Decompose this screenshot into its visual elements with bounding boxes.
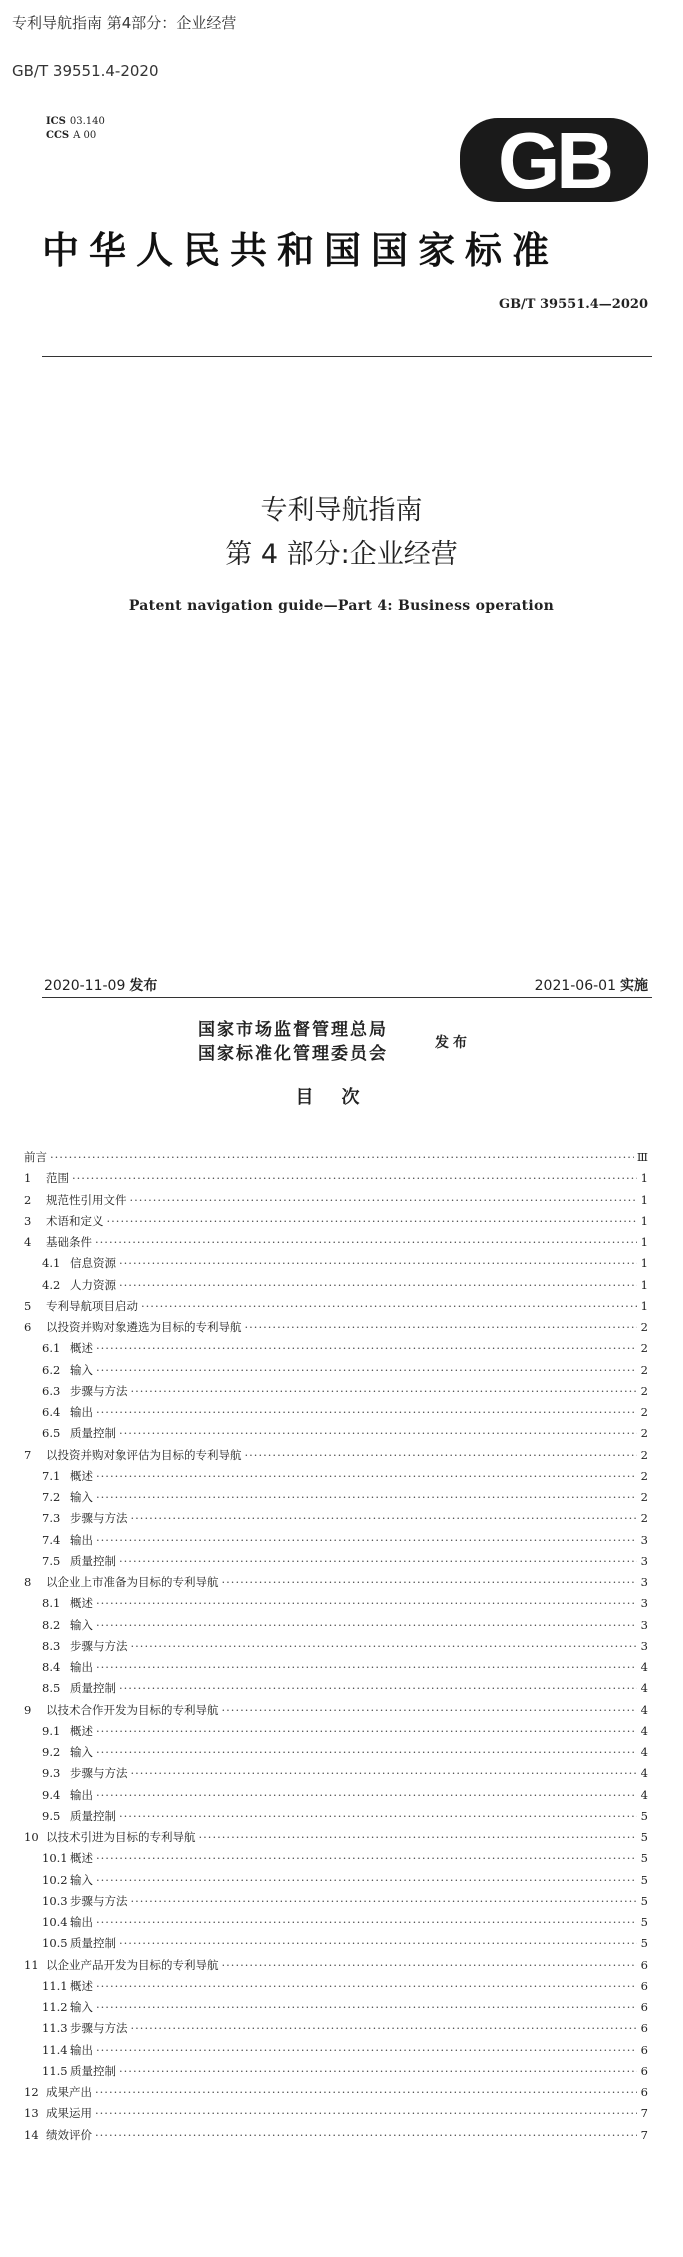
toc-entry-number: 9.5	[42, 1808, 61, 1823]
toc-entry-number: 6.3	[42, 1383, 61, 1398]
toc-entry-label: 输出	[70, 2042, 93, 2057]
toc-entry[interactable]	[42, 1361, 648, 1377]
toc-entry-number: 3	[24, 1213, 32, 1228]
toc-entry-label: 质量控制	[70, 1681, 116, 1696]
toc-entry-number: 8.3	[42, 1638, 61, 1653]
toc-leader-dots	[131, 1894, 638, 1908]
publish-label: 发布	[129, 978, 158, 994]
toc-entry-page: 2	[640, 1511, 648, 1526]
toc-leader-dots	[222, 1958, 638, 1972]
toc-entry-label: 以技术引进为目标的专利导航	[46, 1830, 196, 1844]
implement-date-value: 2021-06-01	[534, 978, 616, 994]
toc-entry[interactable]	[24, 2083, 648, 2099]
toc-entry-number: 6.4	[42, 1405, 61, 1419]
toc-entry[interactable]	[42, 1424, 648, 1440]
toc-leader-dots	[96, 1851, 637, 1865]
toc-entry-label: 以投资并购对象遴选为目标的专利导航	[46, 1320, 242, 1334]
toc-entry-number: 11.2	[42, 2000, 68, 2014]
toc-entry-number: 9.4	[42, 1787, 61, 1802]
toc-entry[interactable]	[24, 1169, 648, 1185]
toc-entry[interactable]	[24, 1828, 648, 1844]
toc-entry-number: 7	[24, 1447, 32, 1462]
toc-entry-page: 1	[640, 1298, 648, 1313]
toc-entry[interactable]	[42, 1254, 648, 1270]
document-code: GB/T 39551.4-2020	[12, 62, 159, 80]
toc-entry-label: 质量控制	[70, 1426, 116, 1441]
toc-leader-dots	[95, 2106, 637, 2120]
toc-entry-number: 10	[24, 1830, 39, 1844]
toc-leader-dots	[131, 1384, 638, 1398]
title-line-1: 专利导航指南	[260, 495, 423, 526]
toc-entry[interactable]	[42, 1892, 648, 1908]
toc-entry-page: 6	[640, 2085, 648, 2099]
toc-entry-page: 2	[640, 1320, 648, 1334]
toc-leader-dots	[199, 1830, 638, 1844]
toc-entry-page: 6	[640, 2063, 648, 2078]
toc-entry-page: 1	[640, 1213, 648, 1228]
toc-entry-page: 5	[640, 1808, 648, 1823]
toc-entry[interactable]	[42, 1934, 648, 1950]
toc-leader-dots	[119, 1256, 637, 1270]
toc-entry-label: 基础条件	[46, 1235, 92, 1249]
toc-entry-page: 1	[640, 1256, 648, 1271]
toc-leader-dots	[119, 1278, 637, 1292]
toc-leader-dots	[222, 1575, 638, 1589]
toc-entry-label: 概述	[70, 1341, 93, 1356]
toc-entry[interactable]	[24, 2126, 648, 2142]
toc-entry-label: 输出	[70, 1660, 93, 1674]
toc-entry-label: 质量控制	[70, 1808, 116, 1823]
toc-entry[interactable]	[42, 1913, 648, 1929]
gb-logo	[460, 118, 648, 202]
toc-leader-dots	[96, 1724, 637, 1738]
toc-entry-page: 3	[640, 1596, 648, 1611]
toc-leader-dots	[96, 1915, 637, 1929]
toc-entry-label: 概述	[70, 1596, 93, 1611]
toc-entry-label: 步骤与方法	[70, 2021, 128, 2036]
toc-leader-dots	[50, 1150, 634, 1164]
toc-entry-number: 9.1	[42, 1723, 61, 1738]
toc-leader-dots	[119, 2064, 637, 2078]
toc-entry-page: 2	[640, 1383, 648, 1398]
issuer-sac: 国家标准化管理委员会	[198, 1044, 388, 1064]
toc-entry-page: 6	[640, 2042, 648, 2057]
standard-number: GB/T 39551.4—2020	[498, 297, 648, 312]
toc-entry-page: 3	[640, 1575, 648, 1589]
toc-leader-dots	[96, 1405, 637, 1419]
toc-entry-label: 以企业上市准备为目标的专利导航	[46, 1575, 219, 1589]
toc-entry-page: 4	[640, 1660, 648, 1674]
implement-label: 实施	[620, 978, 648, 994]
toc-entry[interactable]	[24, 1956, 648, 1972]
national-standard-heading: 中华人民共和国国家标准	[42, 228, 559, 272]
toc-entry-label: 输入	[70, 1745, 93, 1759]
toc-entry-number: 4	[24, 1235, 32, 1249]
toc-entry[interactable]	[24, 1446, 648, 1462]
toc-entry-label: 前言	[24, 1150, 47, 1164]
toc-entry-label: 信息资源	[70, 1256, 116, 1271]
toc-entry-label: 以技术合作开发为目标的专利导航	[46, 1702, 219, 1717]
issue-word: 发布	[435, 1035, 471, 1051]
toc-entry-number: 4.2	[42, 1277, 61, 1292]
toc-entry[interactable]	[42, 1679, 648, 1695]
toc-entry-number: 10.1	[42, 1851, 68, 1866]
toc-entry-label: 绩效评价	[46, 2127, 92, 2142]
toc-entry-label: 概述	[70, 1851, 93, 1866]
toc-leader-dots	[131, 2021, 638, 2035]
toc-entry[interactable]	[42, 1871, 648, 1887]
toc-entry-number: 14	[24, 2127, 39, 2142]
toc-entry-number: 2	[24, 1192, 32, 1207]
toc-entry-label: 概述	[70, 1723, 93, 1738]
toc-entry-page: 1	[640, 1171, 648, 1186]
toc-entry-page: 2	[640, 1405, 648, 1419]
toc-entry-page: 6	[640, 1957, 648, 1972]
title-line-2: 第 4 部分:企业经营	[225, 539, 458, 570]
toc-leader-dots	[96, 1745, 637, 1759]
toc-entry-number: 11.1	[42, 1978, 68, 1993]
toc-entry-number: 9.2	[42, 1745, 61, 1759]
toc-entry-number: 8.1	[42, 1596, 61, 1611]
toc-entry[interactable]	[24, 1148, 648, 1164]
toc-entry-number: 7.2	[42, 1490, 61, 1504]
toc-entry-number: 10.3	[42, 1893, 68, 1908]
ccs-label: CCS	[46, 130, 70, 141]
toc-entry-number: 9.3	[42, 1766, 61, 1781]
toc-entry-page: 6	[640, 2021, 648, 2036]
toc-entry[interactable]	[42, 1467, 648, 1483]
toc-entry[interactable]	[42, 1722, 648, 1738]
toc-entry-label: 成果产出	[46, 2085, 92, 2099]
toc-entry[interactable]	[24, 1318, 648, 1334]
toc-leader-dots	[96, 1873, 637, 1887]
toc-entry[interactable]	[42, 1339, 648, 1355]
toc-heading: 目次	[295, 1087, 388, 1108]
toc-leader-dots	[131, 1639, 638, 1653]
toc-entry[interactable]	[42, 1658, 648, 1674]
toc-entry-page: 3	[640, 1532, 648, 1547]
toc-entry-page: 3	[640, 1638, 648, 1653]
toc-entry[interactable]	[42, 1276, 648, 1292]
document-title: 专利导航指南 第4部分：企业经营	[12, 14, 237, 32]
toc-leader-dots	[96, 1490, 637, 1504]
ics-label: ICS	[46, 116, 66, 127]
toc-entry-number: 4.1	[42, 1256, 61, 1271]
toc-entry-page: 1	[640, 1235, 648, 1249]
toc-entry-page: 2	[640, 1341, 648, 1356]
toc-entry-number: 8.2	[42, 1617, 61, 1632]
toc-entry-number: 8.4	[42, 1660, 61, 1674]
toc-leader-dots	[96, 1618, 637, 1632]
toc-entry-page: 5	[640, 1872, 648, 1887]
toc-entry-number: 11.3	[42, 2021, 68, 2036]
toc-entry-page: 4	[640, 1787, 648, 1802]
toc-leader-dots	[119, 1681, 637, 1695]
toc-leader-dots	[245, 1448, 638, 1462]
toc-leader-dots	[130, 1193, 638, 1207]
toc-entry-page: Ⅲ	[636, 1150, 648, 1164]
issuer-samr: 国家市场监督管理总局	[198, 1020, 388, 1040]
cover-divider	[42, 356, 652, 357]
toc-leader-dots	[119, 1809, 637, 1823]
toc-entry-page: 6	[640, 2000, 648, 2014]
toc-entry-page: 7	[640, 2127, 648, 2142]
toc-entry-number: 6.5	[42, 1426, 61, 1441]
toc-entry-page: 6	[640, 1978, 648, 1993]
toc-leader-dots	[96, 1363, 637, 1377]
toc-entry-label: 概述	[70, 1978, 93, 1993]
toc-entry[interactable]	[42, 1531, 648, 1547]
toc-entry[interactable]	[24, 1573, 648, 1589]
toc-entry-label: 步骤与方法	[70, 1383, 128, 1398]
toc-entry-label: 输入	[70, 1490, 93, 1504]
toc-leader-dots	[119, 1426, 637, 1440]
toc-entry-label: 质量控制	[70, 1936, 116, 1951]
toc-entry-number: 11.4	[42, 2042, 68, 2057]
toc-entry[interactable]	[42, 1849, 648, 1865]
toc-entry-number: 11	[24, 1957, 39, 1972]
toc-entry[interactable]	[42, 1998, 648, 2014]
toc-leader-dots	[96, 1979, 637, 1993]
toc-entry-page: 7	[640, 2106, 648, 2121]
gb-logo-text: GB	[498, 118, 610, 202]
toc-entry-number: 10.2	[42, 1872, 68, 1887]
toc-entry[interactable]	[42, 1594, 648, 1610]
toc-entry-page: 4	[640, 1745, 648, 1759]
toc-entry[interactable]	[42, 1764, 648, 1780]
toc-leader-dots	[95, 1235, 637, 1249]
toc-entry-page: 4	[640, 1766, 648, 1781]
toc-entry-number: 7.3	[42, 1511, 61, 1526]
toc-leader-dots	[96, 1533, 637, 1547]
toc-entry-page: 3	[640, 1553, 648, 1568]
toc-entry[interactable]	[24, 1233, 648, 1249]
toc-entry-label: 概述	[70, 1468, 93, 1483]
toc-entry-label: 输入	[70, 1362, 93, 1377]
toc-entry[interactable]	[42, 1743, 648, 1759]
toc-entry-page: 4	[640, 1723, 648, 1738]
publish-date-value: 2020-11-09	[44, 978, 126, 994]
toc-entry[interactable]	[42, 1382, 648, 1398]
toc-entry-number: 8.5	[42, 1681, 61, 1696]
toc-entry[interactable]	[24, 1297, 648, 1313]
toc-leader-dots	[245, 1320, 638, 1334]
toc-entry-label: 规范性引用文件	[46, 1192, 127, 1207]
toc-leader-dots	[119, 1554, 637, 1568]
toc-entry-page: 2	[640, 1362, 648, 1377]
toc-leader-dots	[72, 1171, 637, 1185]
toc-entry-page: 2	[640, 1426, 648, 1441]
toc-entry-label: 步骤与方法	[70, 1638, 128, 1653]
toc-entry-label: 步骤与方法	[70, 1511, 128, 1526]
toc-entry-label: 以企业产品开发为目标的专利导航	[46, 1957, 219, 1972]
ics-value: 03.140	[69, 116, 105, 127]
toc-leader-dots	[131, 1511, 638, 1525]
toc-entry-page: 5	[640, 1893, 648, 1908]
toc-entry-page: 2	[640, 1490, 648, 1504]
toc-entry-label: 输入	[70, 1872, 93, 1887]
toc-entry-number: 1	[24, 1171, 32, 1186]
toc-entry[interactable]	[42, 1786, 648, 1802]
toc-leader-dots	[95, 2128, 637, 2142]
implement-date	[535, 975, 648, 995]
toc-entry-label: 输入	[70, 2000, 93, 2014]
toc-entry-label: 输出	[70, 1405, 93, 1419]
toc-entry-page: 2	[640, 1468, 648, 1483]
ccs-value: A 00	[73, 130, 97, 141]
toc-leader-dots	[95, 2085, 637, 2099]
toc-entry-label: 输入	[70, 1617, 93, 1632]
toc-entry-label: 成果运用	[46, 2106, 92, 2121]
toc-leader-dots	[96, 2043, 637, 2057]
toc-entry-page: 3	[640, 1617, 648, 1632]
toc-entry-number: 5	[24, 1298, 32, 1313]
toc-entry-number: 10.5	[42, 1936, 68, 1951]
toc-entry-label: 步骤与方法	[70, 1893, 128, 1908]
toc-entry-page: 5	[640, 1915, 648, 1929]
toc-leader-dots	[119, 1936, 637, 1950]
toc-entry-label: 专利导航项目启动	[46, 1298, 138, 1313]
toc-entry-label: 步骤与方法	[70, 1766, 128, 1781]
toc-entry[interactable]	[42, 1552, 648, 1568]
toc-entry[interactable]	[24, 1212, 648, 1228]
toc-entry-label: 人力资源	[70, 1277, 116, 1292]
toc-entry-page: 1	[640, 1277, 648, 1292]
toc-entry-label: 质量控制	[70, 2063, 116, 2078]
toc-leader-dots	[96, 1660, 637, 1674]
toc-entry-label: 范围	[46, 1171, 69, 1186]
toc-entry-page: 4	[640, 1702, 648, 1717]
toc-entry-page: 2	[640, 1447, 648, 1462]
toc-entry-number: 6.2	[42, 1362, 61, 1377]
toc-entry[interactable]	[42, 2041, 648, 2057]
toc-entry-page: 5	[640, 1830, 648, 1844]
date-divider	[42, 997, 652, 998]
classification-codes	[46, 115, 105, 143]
toc-entry-number: 6	[24, 1320, 32, 1334]
toc-entry-page: 1	[640, 1192, 648, 1207]
toc-entry[interactable]	[42, 1977, 648, 1993]
toc-leader-dots	[96, 1341, 637, 1355]
toc-entry[interactable]	[42, 1509, 648, 1525]
toc-entry-label: 输出	[70, 1915, 93, 1929]
toc-entry-label: 质量控制	[70, 1553, 116, 1568]
toc-entry[interactable]	[42, 1488, 648, 1504]
toc-entry-number: 13	[24, 2106, 39, 2121]
toc-entry-number: 11.5	[42, 2063, 68, 2078]
toc-entry-label: 以投资并购对象评估为目标的专利导航	[46, 1447, 242, 1462]
toc-entry[interactable]	[42, 1807, 648, 1823]
toc-leader-dots	[96, 1788, 637, 1802]
publish-date	[44, 975, 157, 995]
toc-entry-number: 7.1	[42, 1468, 61, 1483]
toc-entry-page: 4	[640, 1681, 648, 1696]
toc-entry[interactable]	[42, 1403, 648, 1419]
toc-entry-page: 5	[640, 1936, 648, 1951]
toc-entry-label: 输出	[70, 1787, 93, 1802]
toc-entry-number: 8	[24, 1575, 32, 1589]
toc-entry-label: 输出	[70, 1532, 93, 1547]
toc-entry-number: 7.5	[42, 1553, 61, 1568]
toc-entry[interactable]	[24, 1191, 648, 1207]
title-english: Patent navigation guide—Part 4: Business operation	[128, 598, 555, 614]
toc-leader-dots	[96, 2000, 637, 2014]
toc-entry-number: 10.4	[42, 1915, 68, 1929]
toc-entry-number: 12	[24, 2085, 39, 2099]
toc-entry[interactable]	[42, 1637, 648, 1653]
toc-entry-number: 6.1	[42, 1341, 61, 1356]
toc-entry-label: 术语和定义	[46, 1213, 104, 1228]
toc-leader-dots	[131, 1766, 638, 1780]
toc-entry-number: 7.4	[42, 1532, 61, 1547]
toc-entry[interactable]	[42, 1616, 648, 1632]
toc-entry-number: 9	[24, 1702, 32, 1717]
toc-entry[interactable]	[42, 2062, 648, 2078]
toc-leader-dots	[96, 1469, 637, 1483]
toc-entry[interactable]	[42, 2019, 648, 2035]
toc-entry[interactable]	[24, 1701, 648, 1717]
toc-leader-dots	[222, 1703, 638, 1717]
toc-entry-page: 5	[640, 1851, 648, 1866]
toc-leader-dots	[96, 1596, 637, 1610]
toc-entry[interactable]	[24, 2104, 648, 2120]
toc-leader-dots	[141, 1299, 637, 1313]
toc-leader-dots	[107, 1214, 638, 1228]
